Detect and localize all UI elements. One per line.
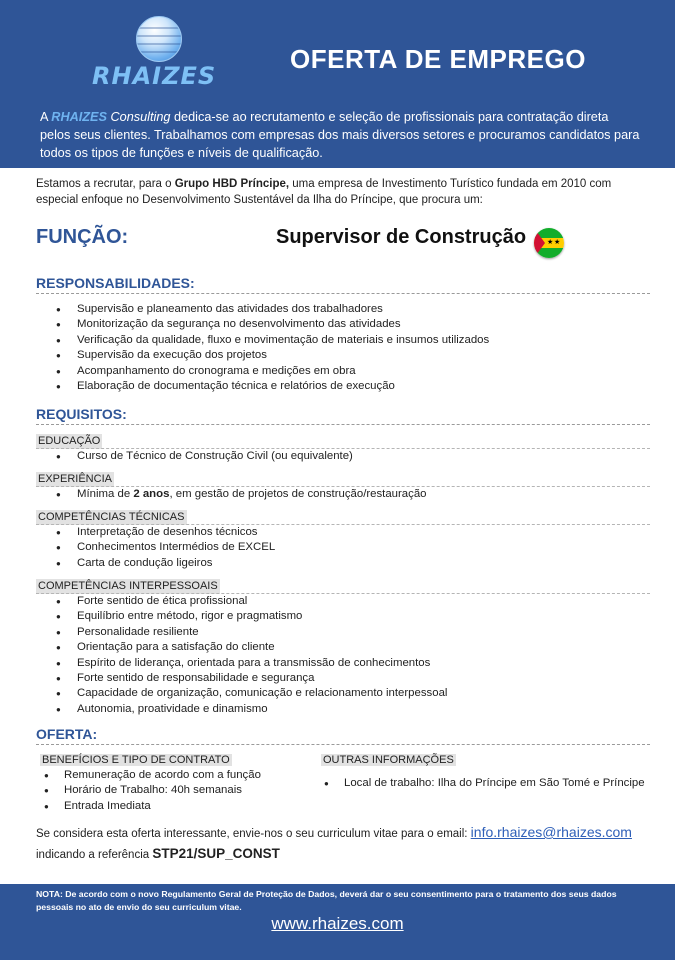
tecnicas-list bbox=[36, 525, 275, 571]
list-item: ● Conhecimentos Intermédios de EXCEL bbox=[36, 540, 275, 555]
job-title: Supervisor de Construção bbox=[276, 226, 527, 248]
list-item: ● Forte sentido de responsabilidade e segurança bbox=[36, 671, 447, 686]
list-item: ● Interpretação de desenhos técnicos bbox=[36, 525, 275, 540]
list-item: ● Remuneração de acordo com a função bbox=[36, 768, 261, 783]
footer-banner bbox=[0, 884, 675, 960]
list-item: ● Horário de Trabalho: 40h semanais bbox=[36, 783, 261, 798]
list-item: ● Verificação da qualidade, fluxo e movimentação de materiais e insumos utilizados bbox=[36, 333, 489, 348]
reference-code: STP21/SUP_CONST bbox=[152, 846, 280, 861]
sao-tome-flag-icon: ★ ★ bbox=[534, 228, 564, 258]
email-link[interactable]: info.rhaizes@rhaizes.com bbox=[470, 824, 632, 840]
list-item: ● Curso de Técnico de Construção Civil (ou equivalente) bbox=[36, 449, 353, 464]
list-item: ● Personalidade resiliente bbox=[36, 625, 447, 640]
list-item: ● Mínima de 2 anos, em gestão de projetos de construção/restauração bbox=[36, 487, 427, 502]
responsabilidades-list bbox=[36, 302, 489, 394]
section-oferta: OFERTA: bbox=[36, 726, 650, 745]
list-item: ● Supervisão da execução dos projetos bbox=[36, 348, 489, 363]
section-requisitos: REQUISITOS: bbox=[36, 406, 650, 425]
educacao-label: EDUCAÇÃO bbox=[36, 434, 650, 449]
list-item: ● Equilíbrio entre método, rigor e pragmatismo bbox=[36, 609, 447, 624]
educacao-list bbox=[36, 449, 353, 464]
intro-brand: RHAIZES bbox=[51, 110, 107, 124]
list-item: ● Forte sentido de ética profissional bbox=[36, 594, 447, 609]
funcao-label: FUNÇÃO: bbox=[36, 226, 129, 248]
experiencia-label: EXPERIÊNCIA bbox=[36, 472, 650, 487]
beneficios-list bbox=[36, 768, 261, 814]
header-banner bbox=[0, 0, 675, 168]
outras-list bbox=[316, 776, 645, 791]
list-item: ● Capacidade de organização, comunicação e relacionamento interpessoal bbox=[36, 686, 447, 701]
section-responsabilidades: RESPONSABILIDADES: bbox=[36, 275, 650, 294]
lead-paragraph: Estamos a recrutar, para o Grupo HBD Príncipe, uma empresa de Investimento Turístico fundada em 2010 com especial enfoque no Desenvolvimento Sustentável da Ilha do Príncipe, que procura um: bbox=[36, 178, 612, 206]
page-title: OFERTA DE EMPREGO bbox=[290, 44, 586, 74]
experiencia-list bbox=[36, 487, 427, 502]
tecnicas-label: COMPETÊNCIAS TÉCNICAS bbox=[36, 510, 650, 525]
list-item: ● Autonomia, proatividade e dinamismo bbox=[36, 702, 447, 717]
website-link[interactable]: www.rhaizes.com bbox=[271, 914, 404, 933]
list-item: ● Orientação para a satisfação do cliente bbox=[36, 640, 447, 655]
list-item: ● Monitorização da segurança no desenvolvimento das atividades bbox=[36, 317, 489, 332]
globe-icon bbox=[136, 16, 182, 62]
list-item: ● Elaboração de documentação técnica e relatórios de execução bbox=[36, 379, 489, 394]
list-item: ● Supervisão e planeamento das atividades dos trabalhadores bbox=[36, 302, 489, 317]
list-item: ● Espírito de liderança, orientada para a transmissão de conhecimentos bbox=[36, 656, 447, 671]
rhaizes-logo bbox=[88, 14, 228, 94]
beneficios-label: BENEFÍCIOS E TIPO DE CONTRATO bbox=[42, 754, 230, 766]
list-item: ● Carta de condução ligeiros bbox=[36, 556, 275, 571]
interpessoais-list bbox=[36, 594, 447, 717]
interpessoais-label: COMPETÊNCIAS INTERPESSOAIS bbox=[36, 579, 650, 594]
company-name: Grupo HBD Príncipe, bbox=[174, 178, 290, 190]
closing-paragraph: Se considera esta oferta interessante, envie-nos o seu curriculum vitae para o email: info.rhaizes@rhaizes.com indicando a referência STP21/SUP_CONST bbox=[36, 824, 632, 861]
outras-label: OUTRAS INFORMAÇÕES bbox=[323, 754, 454, 766]
intro-paragraph: A RHAIZES Consulting dedica-se ao recrutamento e seleção de profissionais para contratação direta pelos seus clientes. Trabalhamos com empresas dos mais diversos setores e procuramos candidatos para todos os tipos de funções e níveis de qualificação. bbox=[40, 110, 640, 160]
list-item: ● Local de trabalho: Ilha do Príncipe em São Tomé e Príncipe bbox=[316, 776, 645, 791]
list-item: ● Acompanhamento do cronograma e medições em obra bbox=[36, 364, 489, 379]
logo-text: RHAIZES bbox=[92, 62, 217, 90]
gdpr-note: NOTA: De acordo com o novo Regulamento Geral de Proteção de Dados, deverá dar o seu consentimento para o tratamento dos seus dados pessoais no ato de envio do seu curriculum vitae. bbox=[36, 889, 617, 912]
list-item: ● Entrada Imediata bbox=[36, 799, 261, 814]
